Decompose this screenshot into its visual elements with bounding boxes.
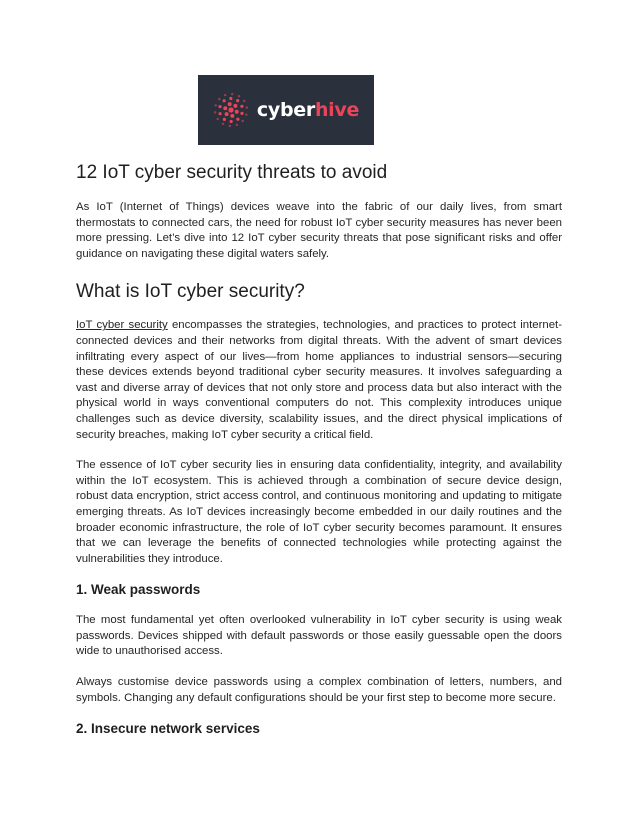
logo-dot (229, 97, 232, 100)
logo-dot (223, 118, 226, 121)
cyberhive-logo (198, 75, 374, 145)
logo-dot (214, 104, 216, 106)
logo-dot (245, 114, 247, 116)
logo-dot (230, 114, 234, 118)
logo-dot (229, 120, 232, 123)
logo-dot (233, 104, 237, 108)
logo-dot (223, 106, 227, 110)
logo-dot (231, 93, 233, 95)
logo-dot (214, 111, 216, 113)
logo-dot (222, 123, 224, 125)
threat-1-paragraph-2: Always customise device passwords using a complex combination of letters, numbers, and symbols. Changing any default configurations should be your first step to become more secure. (76, 676, 562, 704)
article-title: 12 IoT cyber security threats to avoid (76, 162, 388, 183)
threat-heading-insecure-network-services: 2. Insecure network services (76, 721, 260, 737)
logo-dot (243, 100, 245, 102)
logo-dot (218, 98, 220, 100)
iot-cyber-security-link[interactable]: IoT cyber security (76, 319, 168, 332)
logo-dot (240, 105, 243, 108)
logo-dot (229, 125, 231, 127)
logo-dot (218, 112, 221, 115)
logo-dot (222, 99, 225, 102)
logo-wordmark (257, 99, 359, 121)
logo-dot (238, 95, 240, 97)
section-paragraph-2: The essence of IoT cyber security lies in ensuring data confidentiality, integrity, and availability within the IoT ecosystem. This is achieved through a combination of secure device design, robust data encryption, strict access control, and continuous monitoring and updating to mitigate emerging threats. As IoT devices increasingly become embedded in our daily routines and the broader economic infrastructure, the role of IoT cyber security becomes paramount. It ensures that we can leverage the benefits of connected technologies while protecting against the vulnerabilities they introduce. (76, 459, 562, 565)
logo-text-cyber: cyber (256, 99, 315, 121)
section-paragraph-1 (76, 318, 562, 443)
threat-heading-weak-passwords: 1. Weak passwords (76, 582, 201, 598)
logo-text-hive: hive (314, 99, 360, 121)
logo-dot (228, 107, 233, 112)
logo-dot (241, 120, 243, 122)
logo-dot (225, 112, 229, 116)
logo-dot (246, 106, 248, 108)
intro-paragraph: As IoT (Internet of Things) devices weave into the fabric of our daily lives, from smart thermostats to connected cars, the need for robust IoT cyber security measures has never been more pressing. Let’s dive into 12 IoT cyber security threats that pose significant risks and offer guidance on navigating these digital waters safely. (76, 201, 562, 260)
section-heading-what-is: What is IoT cyber security? (76, 281, 305, 303)
logo-dot (218, 105, 221, 108)
logo-dot (240, 112, 243, 115)
threat-1-paragraph-1: The most fundamental yet often overlooked vulnerability in IoT cyber security is using weak passwords. Devices shipped with default passwords or those easily guessable open the doors wide to unauthorised access. (76, 614, 562, 658)
dotted-circle-icon (213, 92, 249, 128)
article (76, 160, 562, 738)
logo-dot (224, 94, 226, 96)
section-paragraph-1-text: encompasses the strategies, technologies, and practices to protect internet-connected devices and their networks from digital threats. With the advent of smart devices infiltrating every aspect of our lives—from home appliances to industrial sensors—securing these devices extends beyond traditional cyber security measures. It involves safeguarding a vast and diverse array of devices that not only store and process data but also interact with the physical world in ways conventional computers do not. This complexity introduces unique challenges such as device diversity, scalability issues, and the direct physical implications of security breaches, making IoT cyber security a critical field. (76, 319, 562, 441)
logo-dot (236, 99, 239, 102)
logo-dot (236, 124, 238, 126)
logo-dot (216, 118, 218, 120)
logo-dot (235, 110, 239, 114)
logo-dot (228, 102, 232, 106)
logo-dot (236, 118, 239, 121)
